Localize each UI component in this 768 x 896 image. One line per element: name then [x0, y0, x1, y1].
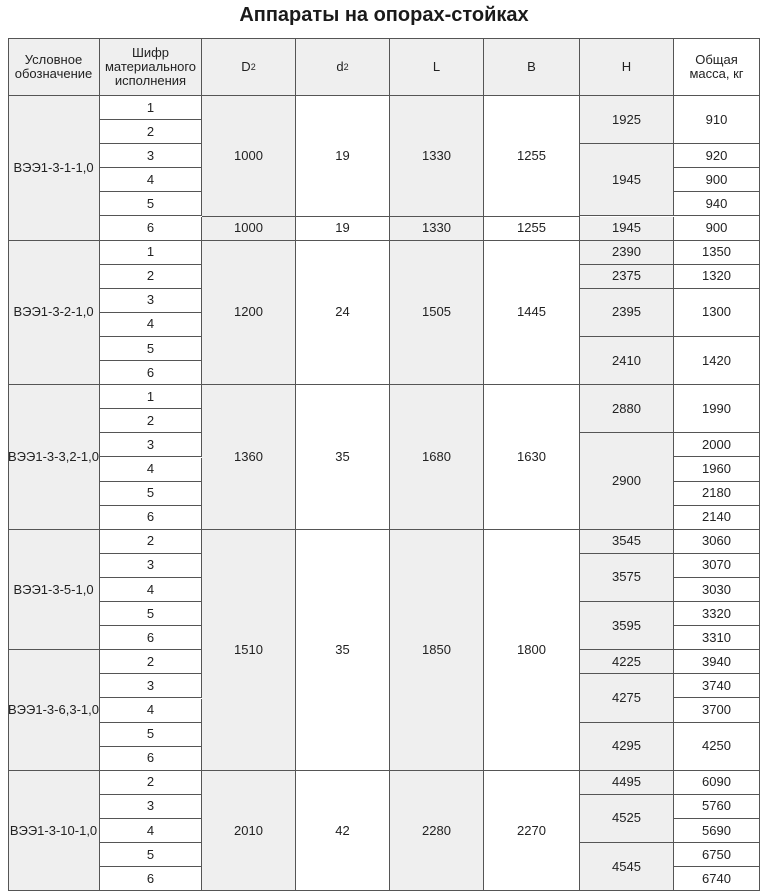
mass-cell: 3700	[674, 699, 760, 723]
mass-cell: 3310	[674, 626, 760, 650]
mass-cell: 6750	[674, 843, 760, 867]
B-cell: 1255	[484, 217, 580, 241]
material-code-cell: 3	[100, 433, 202, 457]
H-cell: 3545	[580, 530, 674, 554]
L-cell: 2280	[390, 771, 484, 892]
material-code-cell: 2	[100, 771, 202, 795]
H-cell: 2375	[580, 265, 674, 289]
header-H: H	[580, 38, 674, 96]
mass-cell: 2140	[674, 506, 760, 530]
mass-cell: 1320	[674, 265, 760, 289]
material-code-cell: 3	[100, 144, 202, 168]
material-code-cell: 5	[100, 337, 202, 361]
mass-cell: 4250	[674, 723, 760, 771]
material-code-cell: 3	[100, 674, 202, 698]
mass-cell: 5760	[674, 795, 760, 819]
D2-cell: 1200	[202, 241, 296, 386]
d2-cell: 19	[296, 96, 390, 217]
material-code-cell: 4	[100, 458, 202, 482]
d2-cell: 24	[296, 241, 390, 386]
H-cell: 1945	[580, 217, 674, 241]
header-d2-label: d	[336, 58, 344, 74]
d2-cell: 42	[296, 771, 390, 892]
L-cell: 1330	[390, 96, 484, 217]
designation-cell: ВЭЭ1-3-1-1,0	[8, 96, 100, 241]
header-L: L	[390, 38, 484, 96]
H-cell: 2395	[580, 289, 674, 337]
H-cell: 1945	[580, 144, 674, 216]
material-code-cell: 4	[100, 578, 202, 602]
mass-cell: 5690	[674, 819, 760, 843]
mass-cell: 900	[674, 168, 760, 192]
L-cell: 1850	[390, 530, 484, 771]
designation-cell: ВЭЭ1-3-3,2-1,0	[8, 385, 100, 530]
header-B: B	[484, 38, 580, 96]
B-cell: 1630	[484, 385, 580, 530]
H-cell: 4295	[580, 723, 674, 771]
mass-cell: 6090	[674, 771, 760, 795]
mass-cell: 910	[674, 96, 760, 144]
designation-cell: ВЭЭ1-3-6,3-1,0	[8, 650, 100, 771]
page-title: Аппараты на опорах-стойках	[239, 4, 529, 26]
H-cell: 3595	[580, 602, 674, 650]
apparatus-table	[8, 38, 760, 890]
B-cell: 2270	[484, 771, 580, 892]
L-cell: 1505	[390, 241, 484, 386]
L-cell: 1680	[390, 385, 484, 530]
mass-cell: 1990	[674, 385, 760, 433]
mass-cell: 1350	[674, 241, 760, 265]
designation-cell: ВЭЭ1-3-5-1,0	[8, 530, 100, 651]
H-cell: 1925	[580, 96, 674, 144]
mass-cell: 3740	[674, 674, 760, 698]
designation-cell: ВЭЭ1-3-2-1,0	[8, 241, 100, 386]
material-code-cell: 1	[100, 96, 202, 120]
material-code-cell: 2	[100, 265, 202, 289]
H-cell: 4495	[580, 771, 674, 795]
material-code-cell: 5	[100, 602, 202, 626]
d2-cell: 19	[296, 217, 390, 241]
mass-cell: 6740	[674, 867, 760, 891]
H-cell: 2390	[580, 241, 674, 265]
header-mass: Общая масса, кг	[674, 38, 760, 96]
mass-cell: 3320	[674, 602, 760, 626]
header-d2: d 2	[296, 38, 390, 96]
material-code-cell: 6	[100, 361, 202, 385]
material-code-cell: 2	[100, 120, 202, 144]
H-cell: 4545	[580, 843, 674, 891]
header-D2-label: D	[241, 58, 251, 74]
D2-cell: 1000	[202, 217, 296, 241]
material-code-cell: 2	[100, 530, 202, 554]
mass-cell: 3060	[674, 530, 760, 554]
mass-cell: 3940	[674, 650, 760, 674]
material-code-cell: 6	[100, 867, 202, 891]
mass-cell: 3070	[674, 554, 760, 578]
d2-cell: 35	[296, 530, 390, 771]
H-cell: 2900	[580, 433, 674, 529]
material-code-cell: 6	[100, 217, 202, 241]
material-code-cell: 3	[100, 795, 202, 819]
material-code-cell: 3	[100, 289, 202, 313]
header-material-code: Шифр материального исполнения	[100, 38, 202, 96]
H-cell: 4275	[580, 674, 674, 722]
material-code-cell: 6	[100, 626, 202, 650]
mass-cell: 1300	[674, 289, 760, 337]
mass-cell: 900	[674, 217, 760, 241]
H-cell: 3575	[580, 554, 674, 602]
mass-cell: 2000	[674, 433, 760, 457]
D2-cell: 2010	[202, 771, 296, 892]
H-cell: 2410	[580, 337, 674, 385]
material-code-cell: 5	[100, 723, 202, 747]
B-cell: 1800	[484, 530, 580, 771]
designation-cell: ВЭЭ1-3-10-1,0	[8, 771, 100, 892]
mass-cell: 2180	[674, 482, 760, 506]
D2-cell: 1360	[202, 385, 296, 530]
header-designation: Условное обозначение	[8, 38, 100, 96]
mass-cell: 1960	[674, 458, 760, 482]
L-cell: 1330	[390, 217, 484, 241]
H-cell: 2880	[580, 385, 674, 433]
mass-cell: 920	[674, 144, 760, 168]
material-code-cell: 4	[100, 699, 202, 723]
material-code-cell: 1	[100, 385, 202, 409]
H-cell: 4525	[580, 795, 674, 843]
d2-cell: 35	[296, 385, 390, 530]
material-code-cell: 5	[100, 482, 202, 506]
B-cell: 1255	[484, 96, 580, 217]
material-code-cell: 3	[100, 554, 202, 578]
material-code-cell: 6	[100, 506, 202, 530]
material-code-cell: 5	[100, 192, 202, 216]
material-code-cell: 4	[100, 313, 202, 337]
header-D2: D 2	[202, 38, 296, 96]
material-code-cell: 2	[100, 409, 202, 433]
mass-cell: 3030	[674, 578, 760, 602]
material-code-cell: 4	[100, 168, 202, 192]
material-code-cell: 2	[100, 650, 202, 674]
material-code-cell: 6	[100, 747, 202, 771]
material-code-cell: 5	[100, 843, 202, 867]
D2-cell: 1000	[202, 96, 296, 217]
D2-cell: 1510	[202, 530, 296, 771]
H-cell: 4225	[580, 650, 674, 674]
mass-cell: 1420	[674, 337, 760, 385]
B-cell: 1445	[484, 241, 580, 386]
mass-cell: 940	[674, 192, 760, 216]
material-code-cell: 4	[100, 819, 202, 843]
material-code-cell: 1	[100, 241, 202, 265]
